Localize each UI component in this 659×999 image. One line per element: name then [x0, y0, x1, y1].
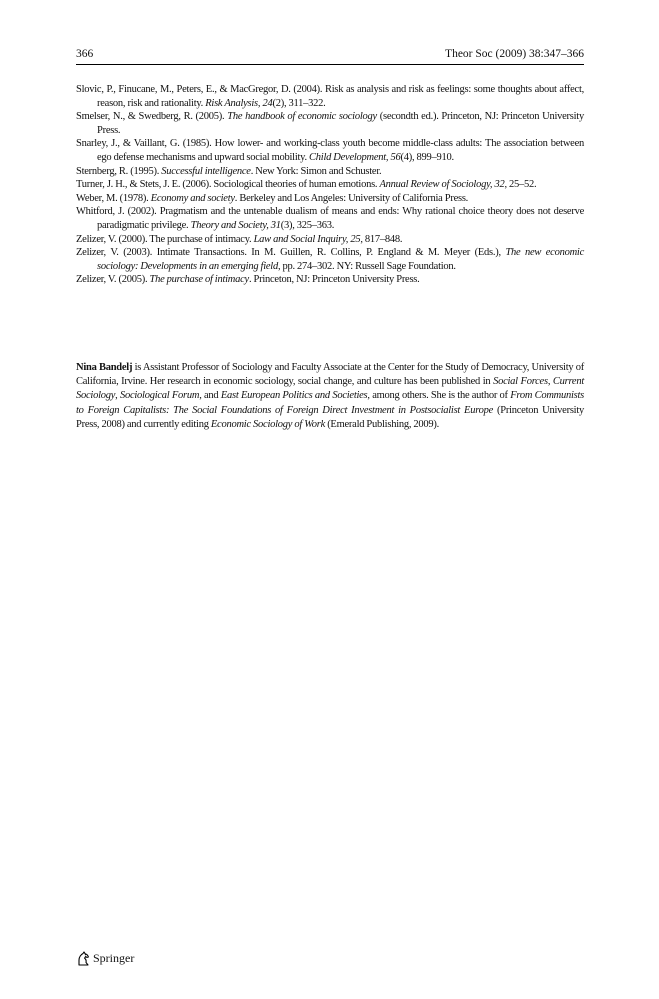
springer-horse-icon	[76, 951, 90, 966]
publisher-name: Springer	[93, 950, 135, 965]
journal-citation: Theor Soc (2009) 38:347–366	[445, 48, 584, 60]
reference-entry: Snarley, J., & Vaillant, G. (1985). How lower- and working-class youth become middle-class adults: The association between ego defense mechanisms and upward social mobility. Child Development, 56(4), 899–910.	[76, 138, 584, 163]
publisher-footer	[76, 950, 134, 966]
reference-entry: Sternberg, R. (1995). Successful intelligence. New York: Simon and Schuster.	[76, 165, 382, 177]
author-name: Nina Bandelj	[76, 362, 133, 373]
reference-entry: Zelizer, V. (2000). The purchase of intimacy. Law and Social Inquiry, 25, 817–848.	[76, 233, 403, 245]
reference-entry: Smelser, N., & Swedberg, R. (2005). The handbook of economic sociology (secondth ed.). Princeton, NJ: Princeton University Press.	[76, 111, 584, 136]
reference-entry: Turner, J. H., & Stets, J. E. (2006). Sociological theories of human emotions. Annual Review of Sociology, 32, 25–52.	[76, 179, 537, 191]
header-rule	[76, 64, 584, 65]
running-head	[76, 47, 584, 61]
page-number: 366	[76, 48, 94, 60]
reference-entry: Whitford, J. (2002). Pragmatism and the untenable dualism of means and ends: Why rational choice theory does not deserve paradigmatic privilege. Theory and Society, 31(3), 325–363.	[76, 206, 584, 231]
author-biography: Nina Bandelj is Assistant Professor of Sociology and Faculty Associate at the Center for the Study of Democracy, University of California, Irvine. Her research in economic sociology, social change, and culture has been published in Social Forces, Current Sociology, Sociological Forum, and East European Politics and Societies, among others. She is the author of From Communists to Foreign Capitalists: The Social Foundations of Foreign Direct Investment in Postsocialist Europe (Princeton University Press, 2008) and currently editing Economic Sociology of Work (Emerald Publishing, 2009).	[76, 362, 585, 430]
reference-entry: Zelizer, V. (2005). The purchase of intimacy. Princeton, NJ: Princeton University Press.	[76, 274, 420, 286]
reference-entry: Zelizer, V. (2003). Intimate Transactions. In M. Guillen, R. Collins, P. England & M. Meyer (Eds.), The new economic sociology: Developments in an emerging field, pp. 274–302. NY: Russell Sage Foundation.	[76, 247, 584, 272]
reference-entry: Slovic, P., Finucane, M., Peters, E., & MacGregor, D. (2004). Risk as analysis and risk as feelings: some thoughts about affect, reason, risk and rationality. Risk Analysis, 24(2), 311–322.	[76, 84, 584, 109]
reference-entry: Weber, M. (1978). Economy and society. Berkeley and Los Angeles: University of California Press.	[76, 192, 469, 204]
reference-list	[76, 83, 584, 287]
